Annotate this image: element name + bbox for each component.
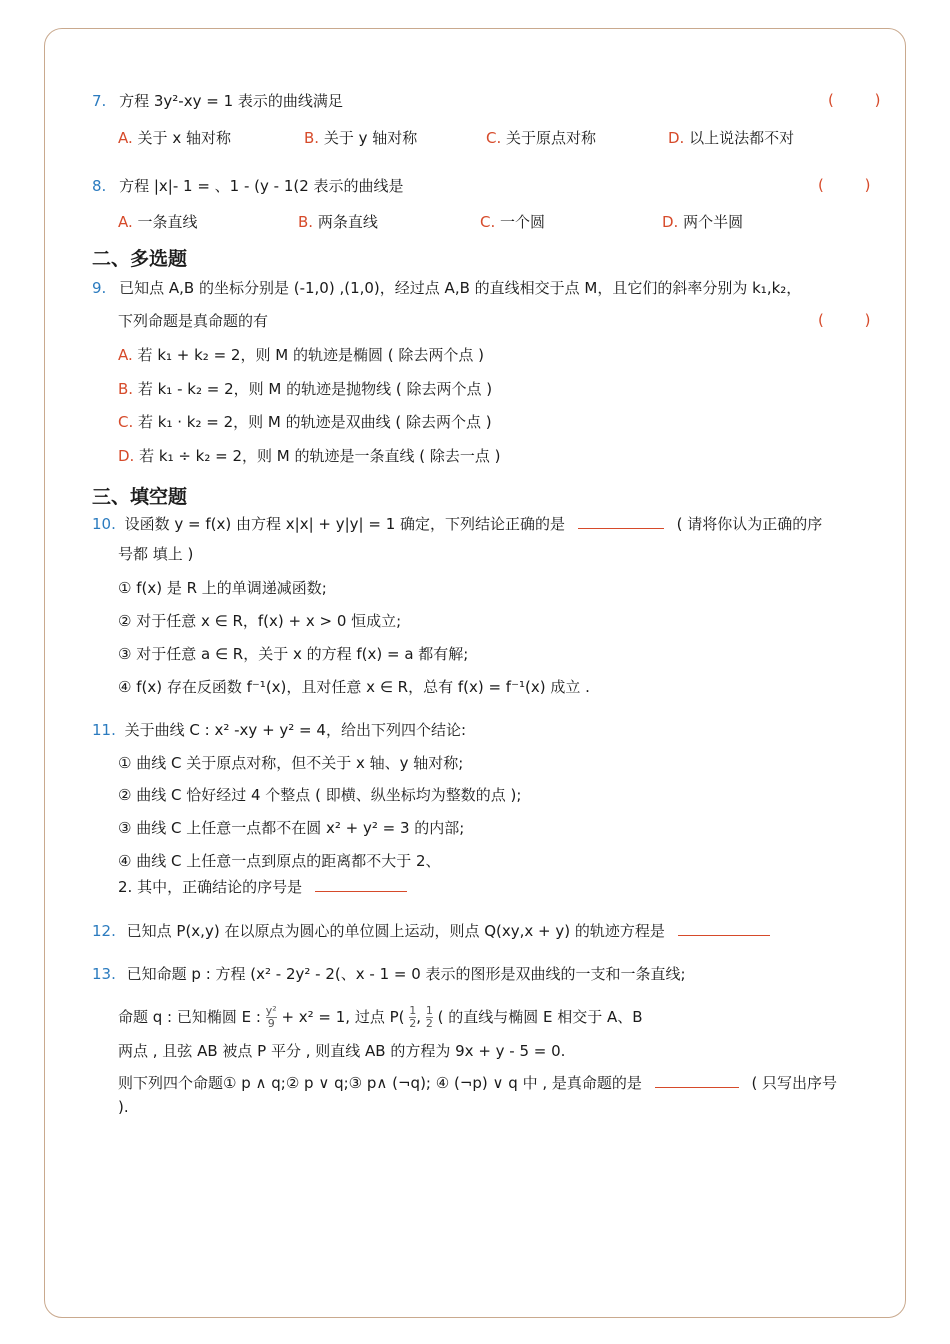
q10-text-b: ( 请将你认为正确的序 (676, 515, 823, 533)
q7-option-c: C. 关于原点对称 (486, 129, 597, 147)
q13-answer-blank[interactable] (655, 1087, 739, 1088)
q10-text-line2: 号都 填上 ) (118, 545, 194, 563)
q8-text: 方程 |x|- 1 = 、1 - (y - 1(2 表示的曲线是 (119, 177, 404, 195)
q12-text: 已知点 P(x,y) 在以原点为圆心的单位圆上运动，则点 Q(xy,x + y) 的轨迹方程是 (126, 922, 665, 940)
q9-stem (92, 278, 801, 298)
point-x-fraction: $\frac{1}{2}$ (409, 1004, 417, 1030)
q10-number: 10. (92, 515, 116, 533)
q10-text-a: 设函数 y = f(x) 由方程 x|x| + y|y| = 1 确定，下列结论正确的是 (124, 515, 566, 533)
q7-text: 方程 3y²-xy = 1 表示的曲线满足 (119, 92, 343, 110)
q9-option-c: C. 若 k₁ · k₂ = 2，则 M 的轨迹是双曲线 ( 除去两个点 ) (118, 413, 492, 431)
q7-option-a: A. 关于 x 轴对称 (118, 129, 231, 147)
q9-number: 9. (92, 279, 107, 297)
ellipse-fraction: $\frac{\text{y²}}{9}$ (265, 1004, 277, 1030)
q13-line3: 两点 , 且弦 AB 被点 P 平分 , 则直线 AB 的方程为 9x + y - 5 = 0. (118, 1042, 566, 1060)
q9-option-b: B. 若 k₁ - k₂ = 2，则 M 的轨迹是抛物线 ( 除去两个点 ) (118, 380, 493, 398)
q11-item-3: ③ 曲线 C 上任意一点都不在圆 x² + y² = 3 的内部; (118, 819, 465, 837)
q11-tail-text: 2. 其中，正确结论的序号是 (118, 878, 303, 896)
q8-option-a: A. 一条直线 (118, 213, 198, 231)
q8-stem (92, 176, 404, 196)
q10-answer-blank[interactable] (578, 528, 664, 529)
q7-stem (92, 91, 343, 111)
q11-item-4: ④ 曲线 C 上任意一点到原点的距离都不大于 2、 (118, 852, 441, 870)
q7-option-d: D. 以上说法都不对 (668, 129, 795, 147)
q13-line2-b: + x² = 1, 过点 P( (281, 1008, 405, 1026)
q10-stem (92, 514, 822, 534)
q8-option-d: D. 两个半圆 (662, 213, 744, 231)
q11-stem (92, 720, 466, 740)
q11-item-2: ② 曲线 C 恰好经过 4 个整点 ( 即横、纵坐标均为整数的点 ); (118, 786, 522, 804)
q8-option-c: C. 一个圆 (480, 213, 546, 231)
q13-line2: 命题 q : 已知椭圆 E : $\frac{\text{y²}}{9}$ + x² = 1, 过点 P( $\frac{1}{2}$ , $\frac{1}{2}$ ( 的直线与椭圆 E 相交于 A、B (118, 1004, 643, 1030)
q7-number: 7. (92, 92, 107, 110)
q11-item-1: ① 曲线 C 关于原点对称，但不关于 x 轴、y 轴对称; (118, 754, 464, 772)
q13-line4-b: ( 只写出序号 (751, 1074, 838, 1092)
point-y-fraction: $\frac{1}{2}$ (425, 1004, 433, 1030)
q13-number: 13. (92, 965, 116, 983)
q13-line4-a: 则下列四个命题① p ∧ q;② p ∨ q;③ p∧ (¬q); ④ (¬p) ∨ q 中 , 是真命题的是 (118, 1074, 642, 1092)
q9-answer-bracket: ( ) (818, 311, 889, 329)
q13-stem (92, 964, 686, 984)
q13-line5: ). (118, 1098, 129, 1116)
q9-option-a: A. 若 k₁ + k₂ = 2，则 M 的轨迹是椭圆 ( 除去两个点 ) (118, 346, 484, 364)
q10-item-1: ① f(x) 是 R 上的单调递减函数; (118, 579, 327, 597)
q12-answer-blank[interactable] (678, 935, 770, 936)
q13-line2-a: 命题 q : 已知椭圆 E : (118, 1008, 261, 1026)
section-fill-in-heading: 三、填空题 (92, 486, 188, 508)
q11-text: 关于曲线 C : x² -xy + y² = 4，给出下列四个结论: (124, 721, 466, 739)
q9-option-d: D. 若 k₁ ÷ k₂ = 2，则 M 的轨迹是一条直线 ( 除去一点 ) (118, 447, 501, 465)
q8-option-b: B. 两条直线 (298, 213, 378, 231)
section-multiple-choice-heading: 二、多选题 (92, 248, 188, 270)
q9-text-line1: 已知点 A,B 的坐标分别是 (-1,0) ,(1,0)，经过点 A,B 的直线相交于点 M，且它们的斜率分别为 k₁,k₂， (119, 279, 802, 297)
q8-number: 8. (92, 177, 107, 195)
q10-item-4: ④ f(x) 存在反函数 f⁻¹(x)，且对任意 x ∈ R，总有 f(x) = f⁻¹(x) 成立 . (118, 678, 590, 696)
q8-answer-bracket: ( ) (818, 176, 889, 194)
q13-line2-c: ( 的直线与椭圆 E 相交于 A、B (437, 1008, 643, 1026)
q11-answer-blank[interactable] (315, 891, 407, 892)
q10-item-2: ② 对于任意 x ∈ R，f(x) + x > 0 恒成立; (118, 612, 402, 630)
q11-tail (118, 877, 407, 897)
q9-text-line2: 下列命题是真命题的有 (118, 312, 269, 330)
q11-number: 11. (92, 721, 116, 739)
q7-answer-bracket: ( ) (828, 91, 899, 109)
q12-stem (92, 921, 770, 941)
q13-line1: 已知命题 p : 方程 (x² - 2y² - 2(、x - 1 = 0 表示的图形是双曲线的一支和一条直线; (126, 965, 686, 983)
q13-line4 (118, 1073, 837, 1093)
q10-item-3: ③ 对于任意 a ∈ R，关于 x 的方程 f(x) = a 都有解; (118, 645, 469, 663)
q12-number: 12. (92, 922, 116, 940)
q7-option-b: B. 关于 y 轴对称 (304, 129, 418, 147)
